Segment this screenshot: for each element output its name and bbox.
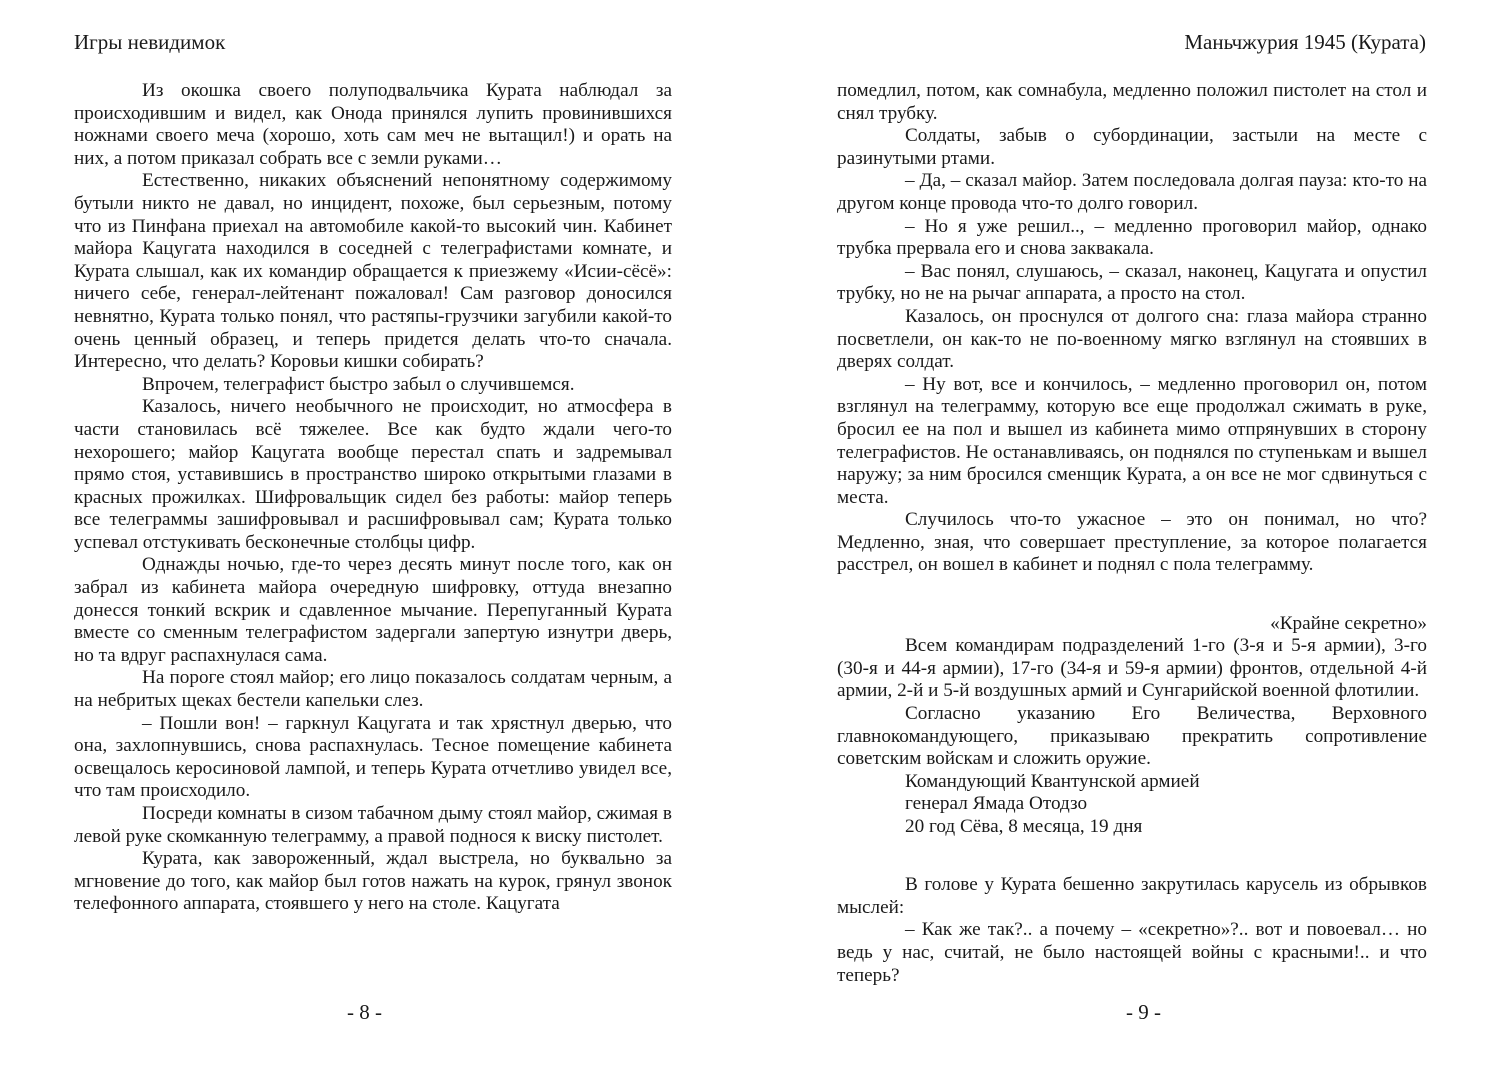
left-page-body xyxy=(74,80,672,916)
telegram-block xyxy=(837,613,1427,839)
spacer xyxy=(837,577,1427,600)
spacer xyxy=(837,861,1427,874)
right-page xyxy=(749,0,1498,1080)
page-number: - 8 - xyxy=(347,1000,382,1024)
page-number: - 9 - xyxy=(1126,1000,1161,1024)
telegram-signature-line: Командующий Квантунской армией xyxy=(905,770,1200,792)
paragraph: – Но я уже решил.., – медленно проговорил майор, однако трубка прервала его и снова заквакала. xyxy=(837,215,1427,260)
paragraph-continued: помедлил, потом, как сомнабула, медленно положил пистолет на стол и снял трубку. xyxy=(837,80,1427,124)
paragraph: Естественно, никаких объяснений непонятному содержимому бутыли никто не давал, но инцидент, похоже, был серьезным, потому что из Пинфана приехал на автомобиле какой-то высокий чин. Кабинет майора Кацугата находился в соседней с телеграфистами комнате, и Курата слышал, как их командир обращается к приезжему «Исии-сёсё»: ничего себе, генерал-лейтенант пожаловал! Сам разговор доносился невнятно, Курата только понял, что растяпы-грузчики загубили какой-то очень ценный образец, и теперь придется делать что-то сначала. Интересно, что делать? Коровьи кишки собирать? xyxy=(74,170,672,373)
paragraph: Казалось, ничего необычного не происходит, но атмосфера в части становилась всё тяжелее. Все как будто ждали чего-то нехорошего; майор Кацугата вообще перестал спать и задремывал прямо стоя, уставившись в пространство широко открытыми глазами в красных прожилках. Шифровальщик сидел без работы: майор теперь все телеграммы зашифровывал и расшифровывал сам; Курата только успевал отстукивать бесконечные столбцы цифр. xyxy=(74,396,672,553)
paragraph: Казалось, он проснулся от долгого сна: глаза майора странно посветлели, он как-то не по-военному мягко взглянул на стоявших в дверях солдат. xyxy=(837,305,1427,373)
paragraph: Однажды ночью, где-то через десять минут после того, как он забрал из кабинета майора очередную шифровку, оттуда внезапно донесся тонкий вскрик и сдавленное мычание. Перепуганный Курата вместе со сменным телеграфистом задергали запертую изнутри дверь, но та вдруг распахнулася сама. xyxy=(74,554,672,666)
paragraph: Солдаты, забыв о субординации, застыли на месте с разинутыми ртами. xyxy=(837,125,1427,169)
paragraph: – Пошли вон! – гаркнул Кацугата и так хрястнул дверью, что она, захлопнувшись, снова распахнулась. Тесное помещение кабинета освещалось керосиновой лампой, и теперь Курата отчетливо увидел все, что там происходило. xyxy=(74,712,672,802)
paragraph: В голове у Курата бешенно закрутилась карусель из обрывков мыслей: xyxy=(837,874,1427,918)
telegram-order: Согласно указанию Его Величества, Верховного главнокомандующего, приказываю прекратить сопротивление советским войскам и сложить оружие. xyxy=(837,703,1427,770)
paragraph: Курата, как завороженный, ждал выстрела, но буквально за мгновение до того, как майор был готов нажать на курок, грянул звонок телефонного аппарата, стоявшего у него на столе. Кацугата xyxy=(74,848,672,915)
paragraph: На пороге стоял майор; его лицо показалось солдатам черным, а на небритых щеках бестели капельки слез. xyxy=(74,667,672,712)
spacer xyxy=(837,839,1427,862)
paragraph: Случилось что-то ужасное – это он понимал, но что? Медленно, зная, что совершает преступление, за которое полагается расстрел, он вошел в кабинет и поднял с пола телеграмму. xyxy=(837,509,1427,576)
telegram-addressees: Всем командирам подразделений 1-го (3-я и 5-я армии), 3-го (30-я и 44-я армии), 17-го (34-я и 59-я армии) фронтов, отдельной 4-й армии, 2-й и 5-й воздушных армий и Сунгарийской военной флотилии. xyxy=(837,635,1427,702)
right-page-body xyxy=(837,80,1427,987)
paragraph: Из окошка своего полуподвальчика Курата наблюдал за происходившим и видел, как Онода принялся лупить провинившихся ножнами своего меча (хорошо, хоть сам меч не вытащил!) и орать на них, а потом приказал собрать все с земли руками… xyxy=(74,80,672,169)
telegram-classification: «Крайне секретно» xyxy=(1270,612,1427,634)
paragraph: Посреди комнаты в сизом табачном дыму стоял майор, сжимая в левой руке скомканную телеграмму, а правой поднося к виску пистолет. xyxy=(74,803,672,847)
paragraph: – Как же так?.. а почему – «секретно»?.. вот и повоевал… но ведь у нас, считай, не было настоящей войны с красными!.. и что теперь? xyxy=(837,919,1427,986)
spacer xyxy=(837,600,1427,613)
paragraph: – Ну вот, все и кончилось, – медленно проговорил он, потом взглянул на телеграмму, которую все еще продолжал сжимать в руке, бросил ее на пол и вышел из кабинета мимо отпрянувших в сторону телеграфистов. Не останавливаясь, он поднялся по ступенькам и вышел наружу; за ним бросился сменщик Курата, а он все не мог сдвинуться с места. xyxy=(837,373,1427,508)
paragraph: – Вас понял, слушаюсь, – сказал, наконец, Кацугата и опустил трубку, но не на рычаг аппарата, а просто на стол. xyxy=(837,260,1427,305)
telegram-date: 20 год Сёва, 8 месяца, 19 дня xyxy=(905,816,1143,837)
paragraph: – Да, – сказал майор. Затем последовала долгая пауза: кто-то на другом конце провода что-то долго говорил. xyxy=(837,170,1427,214)
running-head-book-title: Игры невидимок xyxy=(74,30,226,54)
telegram-signature-line: генерал Ямада Отодзо xyxy=(905,793,1088,815)
paragraph: Впрочем, телеграфист быстро забыл о случившемся. xyxy=(142,373,575,395)
running-head-chapter-title: Маньчжурия 1945 (Курата) xyxy=(1184,30,1426,54)
